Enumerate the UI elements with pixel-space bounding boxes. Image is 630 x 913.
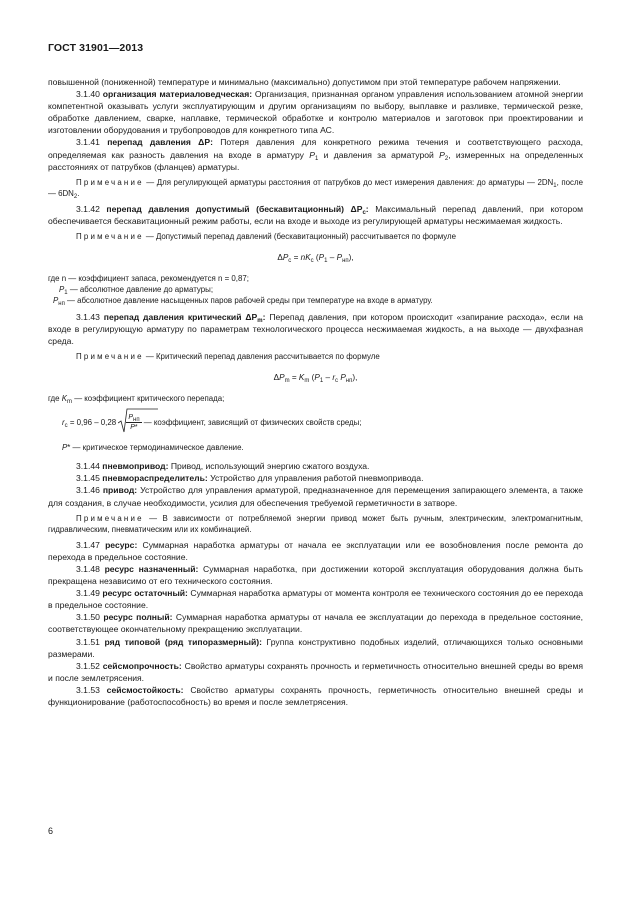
term-3-1-48 xyxy=(48,563,583,587)
term-number: 3.1.52 xyxy=(76,660,100,671)
term-3-1-45 xyxy=(48,472,583,484)
term-title: перепад давления критический ΔP xyxy=(103,311,258,322)
page-number: 6 xyxy=(48,826,54,836)
sqrt-fraction: $\frac{P_{нп}}{P*}$ xyxy=(118,410,141,436)
term-number: 3.1.44 xyxy=(76,461,100,472)
term-number: 3.1.40 xyxy=(76,89,100,100)
term-title: ресурс полный: xyxy=(103,612,173,623)
term-3-1-49 xyxy=(48,587,583,611)
term-title: ресурс остаточный: xyxy=(102,588,188,599)
term-number: 3.1.47 xyxy=(76,539,100,550)
note-3-1-43 xyxy=(48,351,583,363)
term-title: ресурс назначенный: xyxy=(104,564,199,575)
where-rc-lhs: = 0,96 – 0,28 xyxy=(69,418,117,428)
where-pstar-text: — критическое термодинамическое давление. xyxy=(72,442,244,452)
note-label: Примечание xyxy=(76,351,144,361)
formula-delta-pm: $\Delta P_m = K_m$ ($P_1 - r_c$ $P_{нп}$), xyxy=(273,372,358,384)
note-label: Примечание xyxy=(76,513,144,523)
where-rc: $r_c = 0,96 - 0,28$ $\frac{P_{нп}}{P*}$ — коэффициент, зависящий от физических свойств среды; xyxy=(48,410,583,436)
term-number: 3.1.51 xyxy=(76,636,100,647)
term-title: ряд типовой (ряд типоразмерный): xyxy=(104,636,262,647)
where-pnp-text: — абсолютное давление насыщенных паров рабочей среды при температуре на входе в арматуру. xyxy=(67,296,433,306)
term-definition: Суммарная наработка, при достижении которой эксплуатация оборудования должна быть прекращена независимо от его технического состояния. xyxy=(48,564,583,587)
term-3-1-51 xyxy=(48,636,583,660)
note-3-1-42 xyxy=(48,231,583,243)
term-3-1-40 xyxy=(48,88,583,136)
term-title: перепад давления допустимый (бескавитационный) ΔP xyxy=(106,203,363,214)
term-number: 3.1.53 xyxy=(76,684,100,695)
term-title: ресурс: xyxy=(105,539,138,550)
where-km: где $K_m$ — коэффициент критического перепада; xyxy=(48,393,225,405)
term-number: 3.1.50 xyxy=(76,612,100,623)
term-title: пневмораспределитель: xyxy=(102,473,208,484)
term-definition: Максимальный перепад давлений, при котором обеспечивается бескавитационный режим работы, если на входе и выходе из регулирующей арматуры несжимаемая жидкость. xyxy=(48,203,584,227)
term-title: организация материаловедческая: xyxy=(102,89,253,100)
term-3-1-53 xyxy=(48,684,583,708)
term-3-1-52 xyxy=(48,660,583,684)
term-number: 3.1.42 xyxy=(76,203,100,214)
where-rc-text: — коэффициент, зависящий от физических свойств среды; xyxy=(143,418,362,428)
term-3-1-46 xyxy=(48,484,583,508)
where-block-42 xyxy=(48,273,583,307)
term-definition: Привод, использующий энергию сжатого воздуха. xyxy=(170,461,370,472)
term-3-1-42: 3.1.42 перепад давления допустимый (бескавитационный) $\Delta P_c$: Максимальный перепад давлений, при котором обеспечивается бескавитационный режим работы, если на входе и выходе из регулирующей арматуры несжимаемая жидкость. xyxy=(48,203,584,227)
term-3-1-41: 3.1.41 перепад давления ΔP: Потеря давления для конкретного режима течения и соответствующего расхода, определяемая как разность давления на входе в арматуру $P_1$ и давления за арматурой $P_2$, измеренных на определенных расстояниях от патрубков (фланцев) арматуры. xyxy=(48,137,584,172)
note-text: — В зависимости от потребляемой энергии привод может быть ручным, электрическим, электромагнитным, гидравлическим, пневматическим или их комбинацией. xyxy=(48,513,583,535)
term-number: 3.1.48 xyxy=(76,564,100,575)
term-definition: Устройство для управления работой пневмопривода. xyxy=(210,473,424,484)
term-number: 3.1.46 xyxy=(76,485,100,496)
formula-delta-pc: $\Delta P_c = nK_c$ $(P_1 - P_{нп})$, xyxy=(277,252,354,264)
note-label: Примечание xyxy=(76,177,144,187)
note-3-1-46 xyxy=(48,513,583,536)
where-p1: $P_1$ — абсолютное давление до арматуры; xyxy=(59,285,214,297)
term-3-1-43: 3.1.43 перепад давления критический $\Delta P_m$: Перепад давления, при котором происходит «запирание расхода», если на входе в регулирующую арматуру по параметрам технологического процесса несжимаемая жидкость, а на выходе — двухфазная среда. xyxy=(48,311,584,346)
term-title: пневмопривод: xyxy=(102,461,169,472)
term-title: привод: xyxy=(102,485,138,496)
term-definition: Свойство арматуры сохранять прочность, герметичность относительно внешней среды и функционирование (работоспособность) во время и после землетрясения. xyxy=(48,684,584,708)
note-3-1-41: Примечание — Для регулирующей арматуры расстояния от патрубков до мест измерения давления: до арматуры — $2DN_1$, после — $6DN_2$. xyxy=(48,177,583,201)
term-definition: Суммарная наработка арматуры от момента контроля ее технического состояния до ее перехода в предельное состояние. xyxy=(48,588,583,611)
note-text: — Для регулирующей арматуры расстояния от патрубков до мест измерения давления: до арматуры — 2DN xyxy=(146,177,554,187)
term-title: сейсмостойкость: xyxy=(106,684,184,695)
term-definition: Устройство для управления арматурой, предназначенное для перемещения запирающего элемента, а также для создания, в случае необходимости, усилия для обеспечения требуемой герметичности в затворе. xyxy=(48,485,583,508)
where-pnp: $P_{нп}$ — абсолютное давление насыщенных паров рабочей среды при температуре на входе в арматуру. xyxy=(53,296,433,308)
term-number: 3.1.45 xyxy=(76,473,100,484)
note-text: — Допустимый перепад давлений (бескавитационный) рассчитывается по формуле xyxy=(145,232,457,242)
term-definition: Свойство арматуры сохранять прочность и герметичность относительно внешней среды во время и после землетрясения. xyxy=(48,660,584,683)
term-title: сейсмопрочность: xyxy=(102,660,182,671)
term-definition: Потеря давления для конкретного режима течения и соответствующего расхода, определяемая как разность давления на входе в арматуру xyxy=(48,137,584,160)
term-definition: Суммарная наработка арматуры от начала ее эксплуатации или ее возобновления после ремонта до перехода в предельное состояние. xyxy=(48,539,584,562)
term-3-1-44 xyxy=(48,460,583,472)
term-number: 3.1.49 xyxy=(76,588,100,599)
term-number: 3.1.43 xyxy=(76,311,100,322)
note-label: Примечание xyxy=(76,232,144,242)
term-title: перепад давления ΔP: xyxy=(107,137,213,148)
where-n: где n — коэффициент запаса, рекомендуется n = 0,87; xyxy=(48,273,249,283)
where-km-text: — коэффициент критического перепада; xyxy=(74,393,225,403)
where-p1-text: — абсолютное давление до арматуры; xyxy=(69,285,214,295)
page-body xyxy=(48,76,583,708)
where-block-43 xyxy=(48,393,583,454)
term-definition-end: , измеренных на определенных расстояниях от патрубков (фланцев) арматуры. xyxy=(48,149,583,172)
term-number: 3.1.41 xyxy=(76,137,100,148)
term-definition: Перепад давления, при котором происходит «запирание расхода», если на входе в регулирующую арматуру по параметрам технологического процесса несжимаемая жидкость, а на выходе — двухфазная среда. xyxy=(48,311,584,346)
note-text: — Критический перепад давления рассчитывается по формуле xyxy=(145,351,380,361)
term-definition: Суммарная наработка арматуры от начала ее эксплуатации до перехода в предельное состояние, соответствующее окончательному прекращению эксплуатации. xyxy=(48,612,584,635)
term-3-1-50 xyxy=(48,611,583,635)
term-definition: Группа конструктивно подобных изделий, отличающихся только основными размерами. xyxy=(48,636,583,659)
term-definition: Организация, признанная органом управления использованием атомной энергии компетентной оказывать услуги эксплуатирующим и другим организациям по выбору, выплавке и разливке, термической резке, обработке давлением, сварке, наплавке, термической обработке и контролю материалов и заготовок при проектировании и изготовлении оборудования и трубопроводов для конкретного типа АС. xyxy=(48,89,583,136)
page-header: ГОСТ 31901—2013 xyxy=(48,42,144,54)
note-text-cont: , после — 6DN xyxy=(48,177,583,199)
term-definition-cont: и давления за арматурой xyxy=(323,149,434,160)
term-3-1-47 xyxy=(48,539,583,563)
intro-paragraph: повышенной (пониженной) температуре и минимально (максимально) допустимом при этой температуре рабочем напряжении. xyxy=(48,77,561,87)
where-pstar: P* — критическое термодинамическое давление. xyxy=(62,442,244,452)
